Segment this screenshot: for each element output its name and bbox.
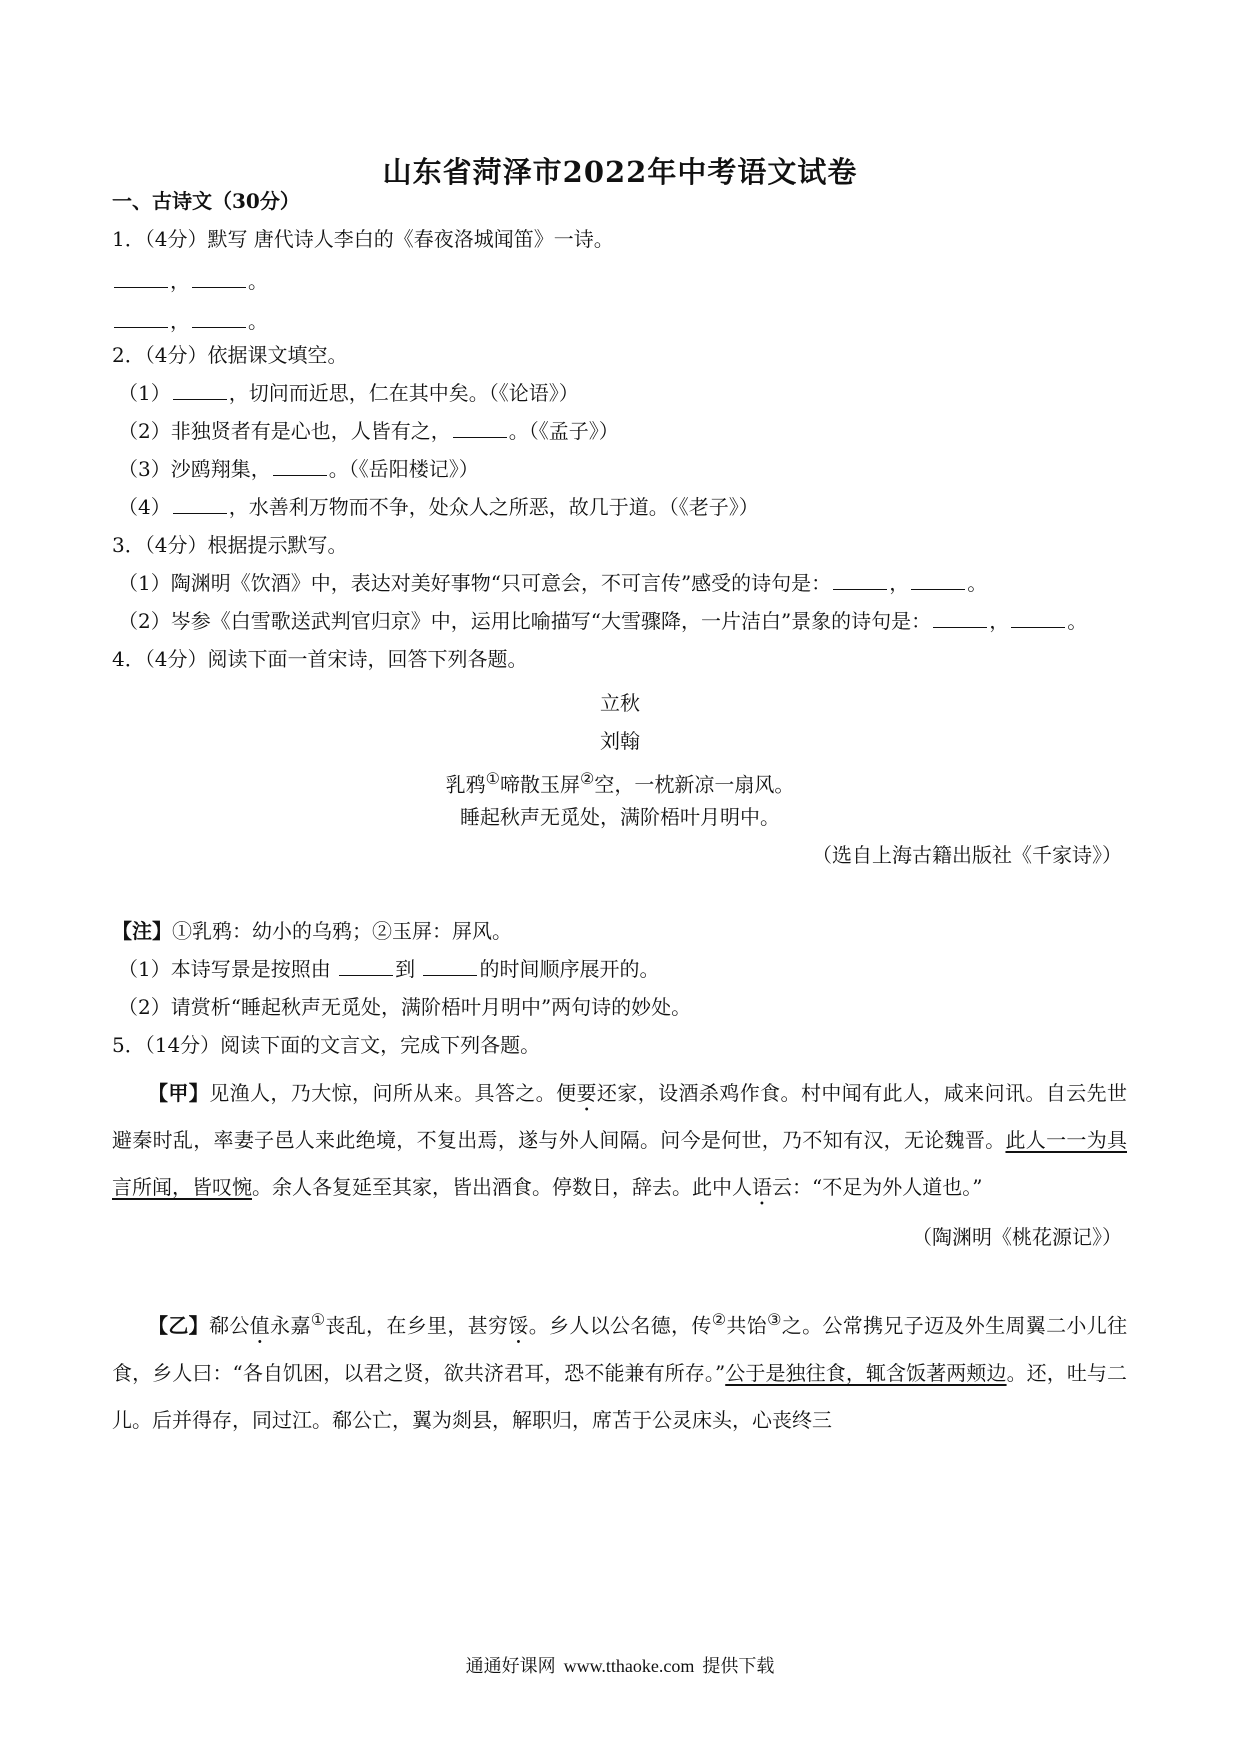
answer-blank[interactable] xyxy=(173,379,227,400)
question-1-stem: 1．（4分）默写 唐代诗人李白的《春夜洛城闻笛》一诗。 xyxy=(112,227,614,251)
q2-item-2: （2）非独贤者有是心也，人皆有之， 。（《孟子》） xyxy=(118,419,619,443)
question-4-stem: 4．（4分）阅读下面一首宋诗，回答下列各题。 xyxy=(112,647,528,671)
footer-url[interactable]: www.tthaoke.com xyxy=(563,1656,695,1676)
answer-blank[interactable] xyxy=(339,955,393,976)
q2-item-1: （1） ，切问而近思，仁在其中矣。（《论语》） xyxy=(118,381,579,405)
q4-sub-2: （2）请赏析“睡起秋声无觅处，满阶梧叶月明中”两句诗的妙处。 xyxy=(118,995,692,1019)
passage-jia: 【甲】见渔人，乃大惊，问所从来。具答之。便要还家，设酒杀鸡作食。村中闻有此人，咸来问讯。自云先世避秦时乱，率妻子邑人来此绝境，不复出焉，遂与外人间隔。问今是何世，乃不知有汉，无论魏晋。此人一一为具言所闻，皆叹惋。余人各复延至其家，皆出酒食。停数日，辞去。此中人语云：“不足为外人道也。” xyxy=(112,1081,1128,1199)
underlined-sentence: 公于是独往食，辄含饭著两颊边 xyxy=(725,1360,1007,1385)
poem-author: 刘翰 xyxy=(600,729,640,753)
page-footer xyxy=(0,1652,1240,1678)
answer-blank[interactable] xyxy=(911,569,965,590)
footer-site-name: 通通好课网 xyxy=(465,1656,556,1677)
poem-line-1: 乳鸦①啼散玉屏②空，一枕新凉一扇风。 xyxy=(445,769,795,797)
poem-note: 【注】①乳鸦：幼小的乌鸦；②玉屏：屏风。 xyxy=(112,919,512,943)
poem-line-2: 睡起秋声无觅处，满阶梧叶月明中。 xyxy=(460,805,780,829)
poem-title: 立秋 xyxy=(600,691,640,715)
q4-sub-1: （1）本诗写景是按照由 到 的时间顺序展开的。 xyxy=(118,957,660,981)
answer-blank[interactable] xyxy=(192,307,246,328)
question-2-stem: 2．（4分）依据课文填空。 xyxy=(112,343,348,367)
answer-blank[interactable] xyxy=(114,267,168,288)
answer-blank[interactable] xyxy=(833,569,887,590)
page-title: 山东省菏泽市2022年中考语文试卷 xyxy=(382,155,858,189)
answer-blank[interactable] xyxy=(273,455,327,476)
answer-blank[interactable] xyxy=(192,267,246,288)
q3-item-1: （1）陶渊明《饮酒》中，表达对美好事物“只可意会，不可言传”感受的诗句是： ， 。 xyxy=(118,571,988,595)
q2-item-3: （3）沙鸥翔集， 。（《岳阳楼记》） xyxy=(118,457,479,481)
answer-blank[interactable] xyxy=(423,955,477,976)
passage-yi: 【乙】郗公值永嘉①丧乱，在乡里，甚穷馁。乡人以公名德，传②共饴③之。公常携兄子迈及外生周翼二小儿往食，乡人曰：“各自饥困，以君之贤，欲共济君耳，恐不能兼有所存。”公于是独往食，辄含饭著两颊边。还，吐与二儿。后并得存，同过江。郗公亡，翼为剡县，解职归，席苫于公灵床头，心丧终三 xyxy=(112,1310,1128,1432)
q1-answer-line-1: ， 。 xyxy=(112,266,268,296)
q2-item-4: （4） ，水善利万物而不争，处众人之所恶，故几于道。（《老子》） xyxy=(118,495,759,519)
answer-blank[interactable] xyxy=(1011,607,1065,628)
passage-jia-source: （陶渊明《桃花源记》） xyxy=(912,1225,1122,1249)
section-heading: 一、古诗文（30分） xyxy=(112,189,300,213)
question-5-stem: 5．（14分）阅读下面的文言文，完成下列各题。 xyxy=(112,1033,541,1057)
answer-blank[interactable] xyxy=(933,607,987,628)
question-3-stem: 3．（4分）根据提示默写。 xyxy=(112,533,348,557)
q1-answer-line-2: ， 。 xyxy=(112,306,268,336)
answer-blank[interactable] xyxy=(114,307,168,328)
underlined-sentence: 此人一一为具言所闻，皆叹惋 xyxy=(112,1128,1127,1199)
q3-item-2: （2）岑参《白雪歌送武判官归京》中，运用比喻描写“大雪骤降，一片洁白”景象的诗句是： ， 。 xyxy=(118,609,1088,633)
answer-blank[interactable] xyxy=(453,417,507,438)
footer-tail: 提供下载 xyxy=(702,1656,775,1677)
poem-source: （选自上海古籍出版社《千家诗》） xyxy=(812,843,1122,867)
answer-blank[interactable] xyxy=(173,493,227,514)
